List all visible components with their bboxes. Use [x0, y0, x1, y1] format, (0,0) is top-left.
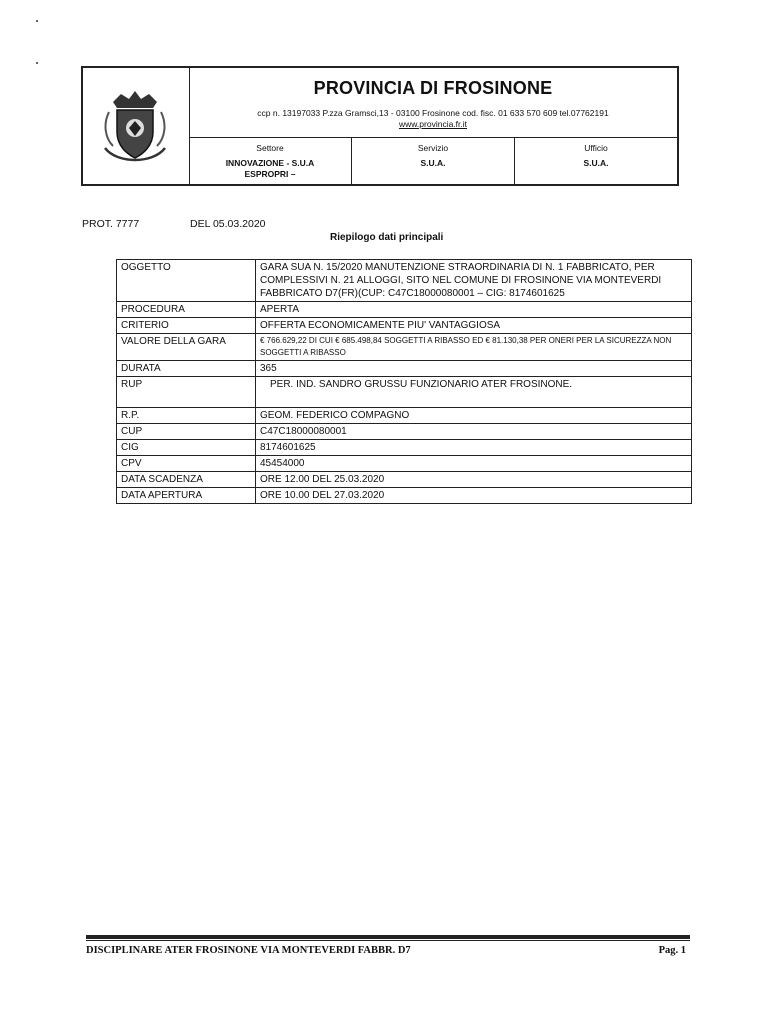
row-key: CIG: [117, 440, 256, 456]
row-key: RUP: [117, 377, 256, 408]
address-block: [189, 108, 677, 130]
summary-table: [116, 259, 692, 504]
footer-rule-thin: [86, 940, 690, 941]
settore-value: INNOVAZIONE - S.U.A ESPROPRI –: [225, 158, 315, 179]
scan-speck: [36, 62, 38, 64]
protocol-date: DEL 05.03.2020: [190, 218, 266, 230]
row-value: APERTA: [256, 302, 692, 318]
row-key: R.P.: [117, 408, 256, 424]
table-row: [117, 302, 692, 318]
website-link[interactable]: www.provincia.fr.it: [398, 119, 468, 129]
table-row: [117, 408, 692, 424]
table-row: [117, 377, 692, 408]
row-value: 365: [256, 361, 692, 377]
row-value: GARA SUA N. 15/2020 MANUTENZIONE STRAORDINARIA DI N. 1 FABBRICATO, PER COMPLESSIVI N. 21 ALLOGGI, SITO NEL COMUNE DI FROSINONE VIA MONTEVERDI FABBRICATO D7(FR)(CUP: C47C18000080001 – CIG: 8174601625: [256, 260, 692, 302]
row-value: GEOM. FEDERICO COMPAGNO: [256, 408, 692, 424]
address-line: ccp n. 13197033 P.zza Gramsci,13 - 03100 Frosinone cod. fisc. 01 633 570 609 tel.07762191: [257, 108, 609, 118]
scan-speck: [36, 20, 38, 22]
row-value: PER. IND. SANDRO GRUSSU FUNZIONARIO ATER FROSINONE.: [256, 377, 692, 408]
page-title: PROVINCIA DI FROSINONE: [313, 78, 553, 98]
coat-of-arms-icon: [83, 68, 190, 186]
table-row: [117, 456, 692, 472]
row-value: 8174601625: [256, 440, 692, 456]
table-row: [117, 334, 692, 361]
row-key: DATA SCADENZA: [117, 472, 256, 488]
row-value: ORE 10.00 DEL 27.03.2020: [256, 488, 692, 504]
row-value: OFFERTA ECONOMICAMENTE PIU' VANTAGGIOSA: [256, 318, 692, 334]
table-row: [117, 361, 692, 377]
row-value: C47C18000080001: [256, 424, 692, 440]
table-row: [117, 260, 692, 302]
footer-rule: [86, 935, 690, 939]
servizio-cell: [351, 138, 514, 184]
table-row: [117, 424, 692, 440]
page-number: Pag. 1: [658, 945, 686, 956]
row-value: 45454000: [256, 456, 692, 472]
row-key: CUP: [117, 424, 256, 440]
ufficio-cell: [514, 138, 677, 184]
table-row: [117, 440, 692, 456]
row-key: CRITERIO: [117, 318, 256, 334]
row-key: DATA APERTURA: [117, 488, 256, 504]
table-row: [117, 318, 692, 334]
table-row: [117, 472, 692, 488]
settore-cell: [189, 138, 351, 184]
row-key: PROCEDURA: [117, 302, 256, 318]
row-key: VALORE DELLA GARA: [117, 334, 256, 361]
row-key: CPV: [117, 456, 256, 472]
letterhead: [81, 66, 679, 186]
section-subtitle: Riepilogo dati principali: [330, 232, 444, 243]
footer-title: DISCIPLINARE ATER FROSINONE VIA MONTEVERDI FABBR. D7: [86, 945, 411, 956]
row-key: DURATA: [117, 361, 256, 377]
row-value: € 766.629,22 DI CUI € 685.498,84 SOGGETTI A RIBASSO ED € 81.130,38 PER ONERI PER LA SICUREZZA NON SOGGETTI A RIBASSO: [256, 334, 692, 361]
row-value: ORE 12.00 DEL 25.03.2020: [256, 472, 692, 488]
settore-label: Settore: [256, 143, 284, 153]
protocol-number: PROT. 7777: [82, 218, 140, 230]
servizio-value: S.U.A.: [420, 158, 446, 168]
row-key: OGGETTO: [117, 260, 256, 302]
ufficio-value: S.U.A.: [583, 158, 609, 168]
servizio-label: Servizio: [417, 143, 449, 153]
office-grid: [189, 137, 677, 184]
table-row: [117, 488, 692, 504]
ufficio-label: Ufficio: [584, 143, 608, 153]
